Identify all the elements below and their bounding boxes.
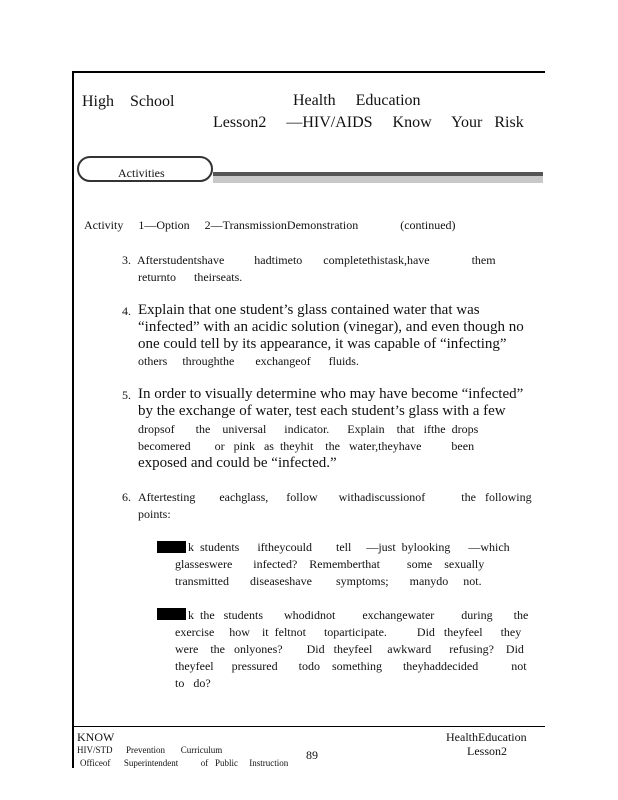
- item-4-number: 4.: [122, 304, 131, 318]
- footer-office-line: Officeof Superintendent of Public Instruction: [80, 758, 289, 768]
- activities-tab-label: Activities: [118, 166, 165, 180]
- item-6-line-2: points:: [138, 507, 171, 521]
- item-3-number: 3.: [122, 253, 131, 267]
- bullet-2-line-4: theyfeel pressured todo something theyhaddecided not: [175, 659, 527, 673]
- tab-bar-light: [213, 176, 543, 183]
- item-4-line-1: Explain that one student’s glass contained water that was: [138, 302, 480, 318]
- header-lesson-title: Lesson2 —HIV/AIDS Know Your Risk: [213, 114, 524, 131]
- bullet-2-line-5: to do?: [175, 676, 211, 690]
- bullet-1-line-2: glasseswere infected? Rememberthat some sexually: [175, 557, 485, 571]
- item-6-number: 6.: [122, 490, 131, 504]
- header-health-education: Health Education: [293, 92, 421, 109]
- page-number: 89: [306, 748, 318, 762]
- item-3-line-1: Afterstudentshave hadtimeto completethistask,have them: [137, 253, 496, 267]
- redaction-block: [157, 608, 186, 620]
- footer-health-education: HealthEducation: [446, 730, 527, 744]
- bullet-2-line-1: k the students whodidnot exchangewater during the: [188, 608, 529, 622]
- item-5-line-3: dropsof the universal indicator. Explain that ifthe drops: [138, 422, 479, 436]
- header-high-school: High School: [82, 93, 175, 110]
- footer-rule: [72, 726, 545, 727]
- item-6-line-1: Aftertesting eachglass, follow withadiscussionof the following: [138, 490, 532, 504]
- footer-know: KNOW: [77, 730, 115, 744]
- item-4-line-2: “infected” with an acidic solution (vinegar), and even though no: [138, 319, 524, 335]
- item-5-line-5: exposed and could be “infected.”: [138, 455, 337, 471]
- item-3-line-2: returnto theirseats.: [138, 270, 243, 284]
- item-5-line-2: by the exchange of water, test each student’s glass with a few: [138, 403, 506, 419]
- activity-heading: Activity 1—Option 2—TransmissionDemonstration (continued): [84, 218, 456, 232]
- footer-curriculum-line: HIV/STD Prevention Curriculum: [77, 745, 223, 755]
- frame-left-rule: [72, 71, 74, 768]
- item-5-number: 5.: [122, 388, 131, 402]
- item-4-line-3: one could tell by its appearance, it was capable of “infecting”: [138, 336, 507, 352]
- item-5-line-4: becomered or pink as theyhit the water,theyhave been: [138, 439, 475, 453]
- bullet-1-line-1: k students iftheycould tell —just bylooking —which: [188, 540, 510, 554]
- bullet-2-line-2: exercise how it feltnot toparticipate. Did theyfeel they: [175, 625, 522, 639]
- frame-top-rule: [72, 71, 545, 73]
- redaction-block: [157, 541, 186, 553]
- item-5-line-1: In order to visually determine who may have become “infected”: [138, 386, 524, 402]
- bullet-2-line-3: were the onlyones? Did theyfeel awkward refusing? Did: [175, 642, 524, 656]
- footer-lesson: Lesson2: [467, 744, 507, 758]
- item-4-line-4: others throughthe exchangeof fluids.: [138, 354, 359, 368]
- bullet-1-line-3: transmitted diseaseshave symptoms; manydo not.: [175, 574, 482, 588]
